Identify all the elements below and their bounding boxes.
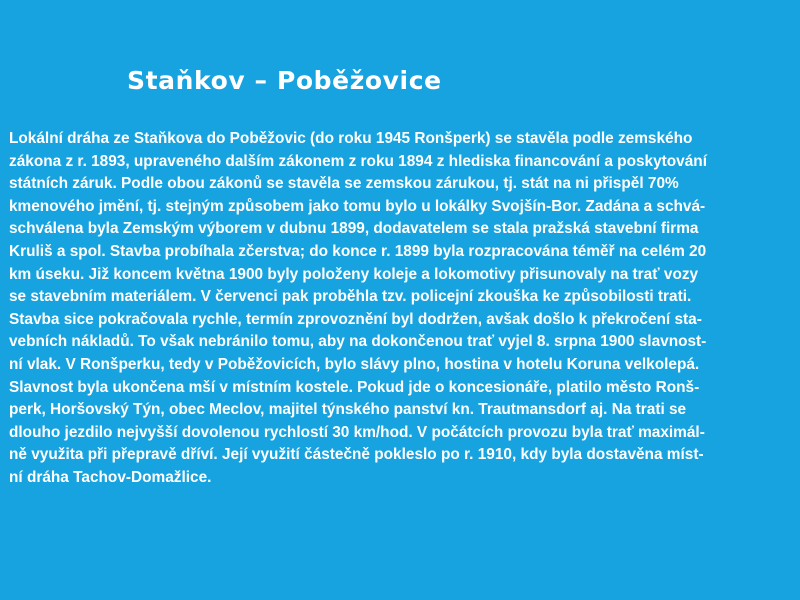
text-line: zákona z r. 1893, upraveného dalším zákonem z roku 1894 z hlediska financování a poskytování bbox=[9, 152, 707, 170]
text-line: perk, Horšovský Týn, obec Meclov, majitel týnského panství kn. Trautmansdorf aj. Na trati se bbox=[9, 401, 687, 419]
text-line: kmenového jmění, tj. stejným způsobem jako tomu bylo u lokálky Svojšín-Bor. Zadána a schvá- bbox=[9, 197, 706, 215]
text-line: dlouho jezdilo nejvyšší dovolenou rychlostí 30 km/hod. V počátcích provozu byla trať maximál- bbox=[9, 423, 705, 441]
text-line: Kruliš a spol. Stavba probíhala zčerstva; do konce r. 1899 byla rozpracována téměř na celém 20 bbox=[9, 242, 707, 260]
text-line: Stavba sice pokračovala rychle, termín zprovoznění byl dodržen, avšak došlo k překročení sta- bbox=[9, 310, 702, 328]
text-line: km úseku. Již koncem května 1900 byly položeny koleje a lokomotivy přisunovaly na trať vozy bbox=[9, 265, 699, 283]
text-line: se stavebním materiálem. V červenci pak proběhla tzv. policejní zkouška ke způsobilosti trati. bbox=[9, 288, 692, 306]
text-line: ní vlak. V Ronšperku, tedy v Poběžovicích, bylo slávy plno, hostina v hotelu Koruna velkolepá. bbox=[9, 355, 700, 373]
text-line: ní dráha Tachov-Domažlice. bbox=[9, 468, 212, 486]
text-line: ně využita při přepravě dříví. Její využití částečně pokleslo po r. 1910, kdy byla dostavěna míst- bbox=[9, 446, 704, 464]
slide-body-text bbox=[9, 128, 794, 490]
slide-title: Staňkov – Poběžovice bbox=[127, 66, 442, 95]
text-line: státních záruk. Podle obou zákonů se stavěla se zemskou zárukou, tj. stát na ni přispěl 70% bbox=[9, 175, 679, 193]
text-line: Slavnost byla ukončena mší v místním kostele. Pokud jde o koncesionáře, platilo město Ronš- bbox=[9, 378, 700, 396]
text-line: schválena byla Zemským výborem v dubnu 1899, dodavatelem se stala pražská stavební firma bbox=[9, 220, 699, 238]
text-line: vebních nákladů. To však nebránilo tomu, aby na dokončenou trať vyjel 8. srpna 1900 slavnost- bbox=[9, 333, 707, 351]
text-line: Lokální dráha ze Staňkova do Poběžovic (do roku 1945 Ronšperk) se stavěla podle zemského bbox=[9, 130, 693, 147]
